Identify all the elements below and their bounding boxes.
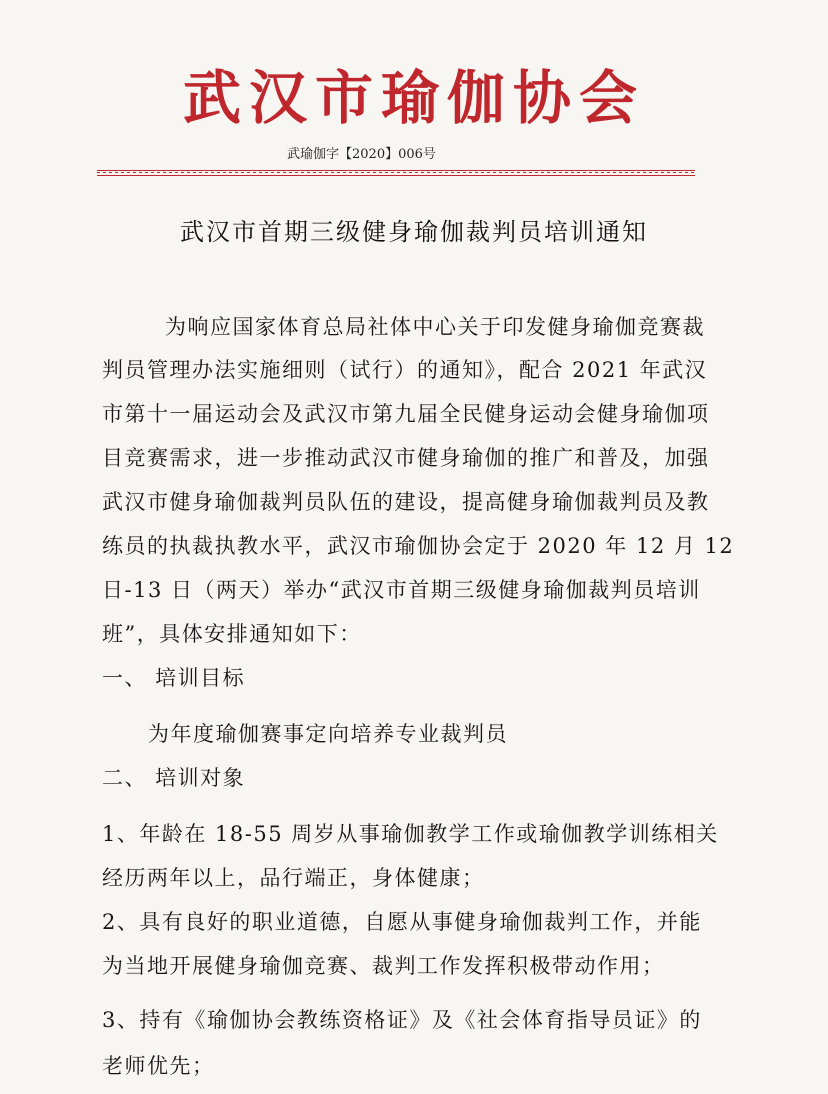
- intro-line: 为响应国家体育总局社体中心关于印发健身瑜伽竞赛裁: [165, 315, 705, 339]
- red-divider: [97, 170, 695, 176]
- section-body-goal: 为年度瑜伽赛事定向培养专业裁判员: [148, 722, 508, 746]
- intro-line: 判员管理办法实施细则（试行）的通知》，配合 2021 年武汉: [102, 358, 708, 382]
- document-title: 武汉市首期三级健身瑜伽裁判员培训通知: [180, 218, 648, 246]
- target-item-line: 老师优先；: [102, 1054, 215, 1078]
- section-heading-goal: 一、 培训目标: [102, 666, 246, 690]
- intro-line: 班”，具体安排通知如下：: [102, 622, 362, 646]
- target-item-line: 1、年龄在 18-55 周岁从事瑜伽教学工作或瑜伽教学训练相关: [102, 822, 719, 846]
- target-item-line: 为当地开展健身瑜伽竞赛、裁判工作发挥积极带动作用；: [102, 954, 665, 978]
- section-heading-target: 二、 培训对象: [102, 766, 246, 790]
- intro-line: 练员的执裁执教水平，武汉市瑜伽协会定于 2020 年 12 月 12: [102, 534, 735, 558]
- intro-line: 武汉市健身瑜伽裁判员队伍的建设，提高健身瑜伽裁判员及教: [102, 490, 710, 514]
- target-item-line: 经历两年以上，品行端正，身体健康；: [102, 866, 485, 890]
- target-item-line: 2、具有良好的职业道德，自愿从事健身瑜伽裁判工作，并能: [102, 910, 702, 934]
- intro-line: 市第十一届运动会及武汉市第九届全民健身运动会健身瑜伽项: [102, 402, 710, 426]
- org-name: 武汉市瑜伽协会: [182, 64, 645, 132]
- intro-line: 日-13 日（两天）举办“武汉市首期三级健身瑜伽裁判员培训: [102, 578, 701, 602]
- intro-line: 目竞赛需求，进一步推动武汉市健身瑜伽的推广和普及，加强: [102, 446, 710, 470]
- target-item-line: 3、持有《瑜伽协会教练资格证》及《社会体育指导员证》的: [102, 1008, 702, 1032]
- document-number: 武瑜伽字【2020】006号: [287, 147, 436, 162]
